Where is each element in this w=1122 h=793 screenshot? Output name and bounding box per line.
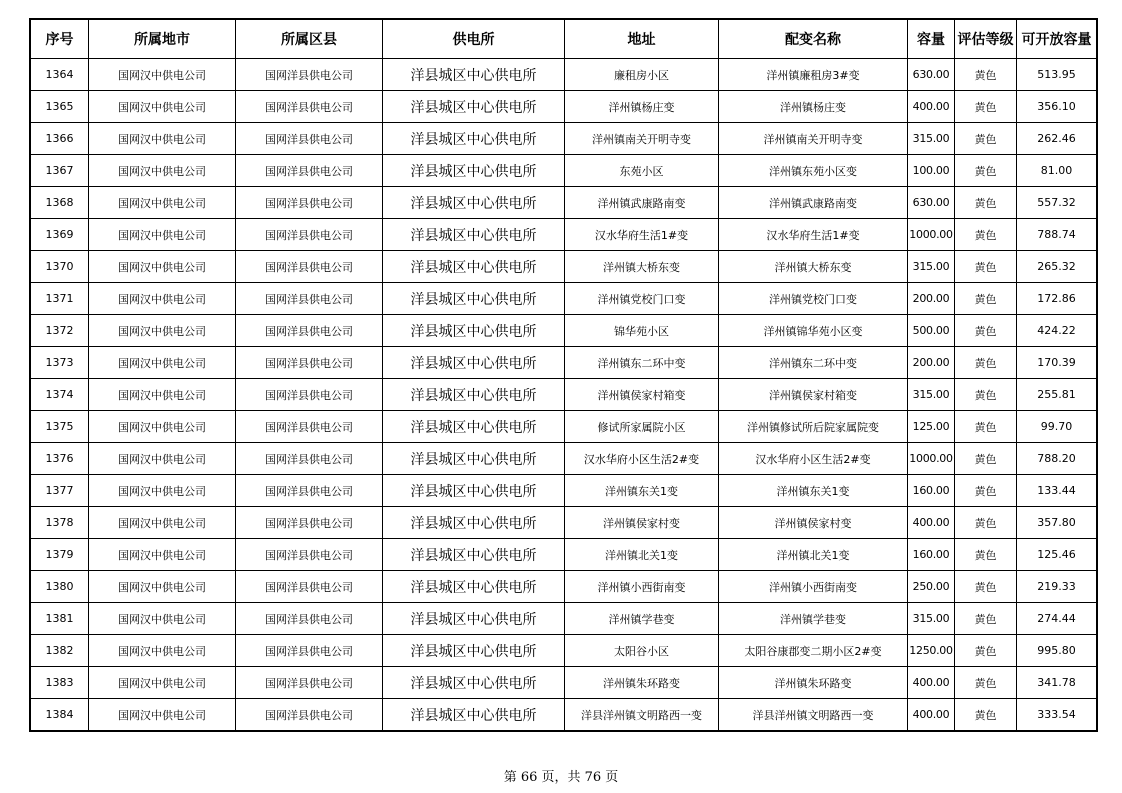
cell-station: 洋县城区中心供电所 (383, 219, 565, 251)
cell-transformer: 洋州镇杨庄变 (719, 91, 908, 123)
cell-address: 洋州镇小西街南变 (565, 571, 719, 603)
header-seq: 序号 (31, 20, 89, 59)
cell-station: 洋县城区中心供电所 (383, 539, 565, 571)
cell-county: 国网洋县供电公司 (236, 219, 383, 251)
cell-transformer: 太阳谷康郡变二期小区2#变 (719, 635, 908, 667)
cell-open-capacity: 219.33 (1017, 571, 1097, 603)
cell-seq: 1382 (31, 635, 89, 667)
cell-city: 国网汉中供电公司 (89, 635, 236, 667)
cell-grade: 黄色 (955, 443, 1017, 475)
table-row (31, 219, 1097, 251)
cell-seq: 1377 (31, 475, 89, 507)
cell-station: 洋县城区中心供电所 (383, 283, 565, 315)
header-grade: 评估等级 (955, 20, 1017, 59)
cell-city: 国网汉中供电公司 (89, 91, 236, 123)
cell-station: 洋县城区中心供电所 (383, 699, 565, 731)
cell-address: 洋州镇东关1变 (565, 475, 719, 507)
cell-capacity: 200.00 (908, 347, 955, 379)
cell-county: 国网洋县供电公司 (236, 475, 383, 507)
cell-capacity: 1000.00 (908, 443, 955, 475)
table-row (31, 251, 1097, 283)
cell-seq: 1384 (31, 699, 89, 731)
cell-grade: 黄色 (955, 411, 1017, 443)
cell-open-capacity: 274.44 (1017, 603, 1097, 635)
cell-transformer: 洋州镇东二环中变 (719, 347, 908, 379)
cell-grade: 黄色 (955, 219, 1017, 251)
cell-transformer: 洋州镇侯家村箱变 (719, 379, 908, 411)
cell-capacity: 315.00 (908, 379, 955, 411)
table-row (31, 667, 1097, 699)
header-city: 所属地市 (89, 20, 236, 59)
cell-county: 国网洋县供电公司 (236, 155, 383, 187)
header-row (31, 20, 1097, 59)
cell-city: 国网汉中供电公司 (89, 699, 236, 731)
table-row (31, 283, 1097, 315)
cell-station: 洋县城区中心供电所 (383, 571, 565, 603)
header-station: 供电所 (383, 20, 565, 59)
header-capacity: 容量 (908, 20, 955, 59)
cell-capacity: 315.00 (908, 251, 955, 283)
cell-open-capacity: 424.22 (1017, 315, 1097, 347)
header-open-capacity: 可开放容量 (1017, 20, 1097, 59)
cell-station: 洋县城区中心供电所 (383, 667, 565, 699)
cell-capacity: 1000.00 (908, 219, 955, 251)
cell-county: 国网洋县供电公司 (236, 539, 383, 571)
cell-address: 洋州镇杨庄变 (565, 91, 719, 123)
table-row (31, 507, 1097, 539)
cell-open-capacity: 99.70 (1017, 411, 1097, 443)
page-number: 第 66 页，共 76 页 (503, 770, 619, 785)
cell-station: 洋县城区中心供电所 (383, 411, 565, 443)
cell-city: 国网汉中供电公司 (89, 379, 236, 411)
cell-address: 洋州镇北关1变 (565, 539, 719, 571)
cell-seq: 1383 (31, 667, 89, 699)
cell-city: 国网汉中供电公司 (89, 155, 236, 187)
cell-county: 国网洋县供电公司 (236, 699, 383, 731)
cell-capacity: 400.00 (908, 667, 955, 699)
cell-seq: 1371 (31, 283, 89, 315)
cell-station: 洋县城区中心供电所 (383, 59, 565, 91)
cell-transformer: 洋州镇廉租房3#变 (719, 59, 908, 91)
cell-grade: 黄色 (955, 475, 1017, 507)
cell-city: 国网汉中供电公司 (89, 475, 236, 507)
table-row (31, 155, 1097, 187)
cell-address: 洋州镇朱环路变 (565, 667, 719, 699)
cell-open-capacity: 356.10 (1017, 91, 1097, 123)
table-row (31, 539, 1097, 571)
cell-station: 洋县城区中心供电所 (383, 187, 565, 219)
cell-open-capacity: 513.95 (1017, 59, 1097, 91)
header-transformer: 配变名称 (719, 20, 908, 59)
cell-open-capacity: 788.74 (1017, 219, 1097, 251)
cell-county: 国网洋县供电公司 (236, 123, 383, 155)
cell-seq: 1367 (31, 155, 89, 187)
cell-capacity: 315.00 (908, 603, 955, 635)
cell-city: 国网汉中供电公司 (89, 603, 236, 635)
cell-grade: 黄色 (955, 379, 1017, 411)
cell-station: 洋县城区中心供电所 (383, 91, 565, 123)
cell-transformer: 洋州镇小西街南变 (719, 571, 908, 603)
cell-open-capacity: 125.46 (1017, 539, 1097, 571)
cell-seq: 1379 (31, 539, 89, 571)
cell-transformer: 洋州镇修试所后院家属院变 (719, 411, 908, 443)
cell-capacity: 1250.00 (908, 635, 955, 667)
cell-seq: 1368 (31, 187, 89, 219)
cell-capacity: 400.00 (908, 699, 955, 731)
cell-transformer: 洋州镇北关1变 (719, 539, 908, 571)
cell-city: 国网汉中供电公司 (89, 411, 236, 443)
cell-open-capacity: 341.78 (1017, 667, 1097, 699)
cell-county: 国网洋县供电公司 (236, 91, 383, 123)
cell-address: 洋州镇大桥东变 (565, 251, 719, 283)
table-row (31, 603, 1097, 635)
cell-grade: 黄色 (955, 347, 1017, 379)
cell-city: 国网汉中供电公司 (89, 571, 236, 603)
page-footer (0, 766, 1122, 785)
table-row (31, 91, 1097, 123)
cell-city: 国网汉中供电公司 (89, 219, 236, 251)
table-row (31, 571, 1097, 603)
cell-open-capacity: 255.81 (1017, 379, 1097, 411)
cell-open-capacity: 788.20 (1017, 443, 1097, 475)
cell-open-capacity: 333.54 (1017, 699, 1097, 731)
cell-capacity: 200.00 (908, 283, 955, 315)
cell-open-capacity: 81.00 (1017, 155, 1097, 187)
cell-station: 洋县城区中心供电所 (383, 315, 565, 347)
cell-address: 洋州镇东二环中变 (565, 347, 719, 379)
cell-address: 洋州镇侯家村箱变 (565, 379, 719, 411)
cell-county: 国网洋县供电公司 (236, 443, 383, 475)
cell-seq: 1380 (31, 571, 89, 603)
cell-county: 国网洋县供电公司 (236, 283, 383, 315)
cell-transformer: 洋州镇锦华苑小区变 (719, 315, 908, 347)
cell-seq: 1378 (31, 507, 89, 539)
cell-capacity: 160.00 (908, 475, 955, 507)
cell-address: 洋州镇武康路南变 (565, 187, 719, 219)
cell-grade: 黄色 (955, 59, 1017, 91)
cell-city: 国网汉中供电公司 (89, 667, 236, 699)
cell-capacity: 400.00 (908, 507, 955, 539)
cell-city: 国网汉中供电公司 (89, 315, 236, 347)
table-row (31, 379, 1097, 411)
cell-open-capacity: 133.44 (1017, 475, 1097, 507)
cell-seq: 1372 (31, 315, 89, 347)
cell-grade: 黄色 (955, 699, 1017, 731)
cell-transformer: 洋县洋州镇文明路西一变 (719, 699, 908, 731)
cell-grade: 黄色 (955, 283, 1017, 315)
cell-grade: 黄色 (955, 315, 1017, 347)
cell-city: 国网汉中供电公司 (89, 539, 236, 571)
cell-transformer: 洋州镇学巷变 (719, 603, 908, 635)
cell-station: 洋县城区中心供电所 (383, 379, 565, 411)
cell-county: 国网洋县供电公司 (236, 667, 383, 699)
cell-transformer: 洋州镇朱环路变 (719, 667, 908, 699)
cell-city: 国网汉中供电公司 (89, 507, 236, 539)
cell-address: 洋州镇南关开明寺变 (565, 123, 719, 155)
cell-seq: 1374 (31, 379, 89, 411)
table-row (31, 635, 1097, 667)
cell-city: 国网汉中供电公司 (89, 283, 236, 315)
cell-capacity: 630.00 (908, 59, 955, 91)
cell-address: 廉租房小区 (565, 59, 719, 91)
cell-transformer: 洋州镇大桥东变 (719, 251, 908, 283)
cell-address: 修试所家属院小区 (565, 411, 719, 443)
header-county: 所属区县 (236, 20, 383, 59)
cell-open-capacity: 172.86 (1017, 283, 1097, 315)
cell-grade: 黄色 (955, 251, 1017, 283)
cell-station: 洋县城区中心供电所 (383, 635, 565, 667)
cell-address: 洋县洋州镇文明路西一变 (565, 699, 719, 731)
cell-county: 国网洋县供电公司 (236, 571, 383, 603)
cell-county: 国网洋县供电公司 (236, 635, 383, 667)
cell-seq: 1376 (31, 443, 89, 475)
cell-station: 洋县城区中心供电所 (383, 603, 565, 635)
cell-open-capacity: 357.80 (1017, 507, 1097, 539)
cell-county: 国网洋县供电公司 (236, 507, 383, 539)
table-row (31, 347, 1097, 379)
cell-seq: 1364 (31, 59, 89, 91)
cell-county: 国网洋县供电公司 (236, 411, 383, 443)
cell-city: 国网汉中供电公司 (89, 443, 236, 475)
table-body (31, 59, 1097, 731)
cell-county: 国网洋县供电公司 (236, 59, 383, 91)
cell-county: 国网洋县供电公司 (236, 315, 383, 347)
cell-address: 汉水华府生活1#变 (565, 219, 719, 251)
cell-seq: 1381 (31, 603, 89, 635)
cell-capacity: 400.00 (908, 91, 955, 123)
cell-county: 国网洋县供电公司 (236, 251, 383, 283)
cell-open-capacity: 557.32 (1017, 187, 1097, 219)
cell-seq: 1373 (31, 347, 89, 379)
capacity-table (30, 19, 1097, 731)
cell-capacity: 315.00 (908, 123, 955, 155)
cell-capacity: 630.00 (908, 187, 955, 219)
table-row (31, 315, 1097, 347)
cell-address: 东苑小区 (565, 155, 719, 187)
cell-transformer: 洋州镇东关1变 (719, 475, 908, 507)
table-header (31, 20, 1097, 59)
cell-seq: 1375 (31, 411, 89, 443)
table-row (31, 699, 1097, 731)
table-row (31, 123, 1097, 155)
cell-city: 国网汉中供电公司 (89, 123, 236, 155)
cell-capacity: 100.00 (908, 155, 955, 187)
cell-address: 锦华苑小区 (565, 315, 719, 347)
cell-grade: 黄色 (955, 155, 1017, 187)
cell-station: 洋县城区中心供电所 (383, 347, 565, 379)
cell-grade: 黄色 (955, 603, 1017, 635)
cell-open-capacity: 995.80 (1017, 635, 1097, 667)
cell-city: 国网汉中供电公司 (89, 59, 236, 91)
cell-station: 洋县城区中心供电所 (383, 443, 565, 475)
cell-transformer: 汉水华府生活1#变 (719, 219, 908, 251)
cell-grade: 黄色 (955, 123, 1017, 155)
cell-grade: 黄色 (955, 571, 1017, 603)
cell-transformer: 洋州镇南关开明寺变 (719, 123, 908, 155)
cell-seq: 1369 (31, 219, 89, 251)
cell-seq: 1370 (31, 251, 89, 283)
cell-county: 国网洋县供电公司 (236, 187, 383, 219)
cell-open-capacity: 170.39 (1017, 347, 1097, 379)
cell-city: 国网汉中供电公司 (89, 187, 236, 219)
cell-seq: 1366 (31, 123, 89, 155)
table-row (31, 443, 1097, 475)
cell-address: 汉水华府小区生活2#变 (565, 443, 719, 475)
header-address: 地址 (565, 20, 719, 59)
cell-grade: 黄色 (955, 91, 1017, 123)
cell-capacity: 500.00 (908, 315, 955, 347)
cell-station: 洋县城区中心供电所 (383, 123, 565, 155)
cell-transformer: 汉水华府小区生活2#变 (719, 443, 908, 475)
cell-capacity: 125.00 (908, 411, 955, 443)
cell-station: 洋县城区中心供电所 (383, 155, 565, 187)
cell-address: 洋州镇侯家村变 (565, 507, 719, 539)
table-row (31, 187, 1097, 219)
cell-city: 国网汉中供电公司 (89, 347, 236, 379)
table-row (31, 475, 1097, 507)
cell-open-capacity: 265.32 (1017, 251, 1097, 283)
cell-capacity: 250.00 (908, 571, 955, 603)
cell-station: 洋县城区中心供电所 (383, 507, 565, 539)
cell-county: 国网洋县供电公司 (236, 347, 383, 379)
cell-station: 洋县城区中心供电所 (383, 475, 565, 507)
cell-address: 太阳谷小区 (565, 635, 719, 667)
table-row (31, 59, 1097, 91)
cell-address: 洋州镇党校门口变 (565, 283, 719, 315)
cell-transformer: 洋州镇武康路南变 (719, 187, 908, 219)
table-row (31, 411, 1097, 443)
cell-capacity: 160.00 (908, 539, 955, 571)
cell-station: 洋县城区中心供电所 (383, 251, 565, 283)
cell-transformer: 洋州镇侯家村变 (719, 507, 908, 539)
cell-transformer: 洋州镇党校门口变 (719, 283, 908, 315)
cell-grade: 黄色 (955, 187, 1017, 219)
cell-county: 国网洋县供电公司 (236, 603, 383, 635)
cell-grade: 黄色 (955, 539, 1017, 571)
cell-grade: 黄色 (955, 507, 1017, 539)
cell-city: 国网汉中供电公司 (89, 251, 236, 283)
cell-grade: 黄色 (955, 667, 1017, 699)
cell-transformer: 洋州镇东苑小区变 (719, 155, 908, 187)
cell-seq: 1365 (31, 91, 89, 123)
cell-open-capacity: 262.46 (1017, 123, 1097, 155)
cell-address: 洋州镇学巷变 (565, 603, 719, 635)
cell-grade: 黄色 (955, 635, 1017, 667)
cell-county: 国网洋县供电公司 (236, 379, 383, 411)
